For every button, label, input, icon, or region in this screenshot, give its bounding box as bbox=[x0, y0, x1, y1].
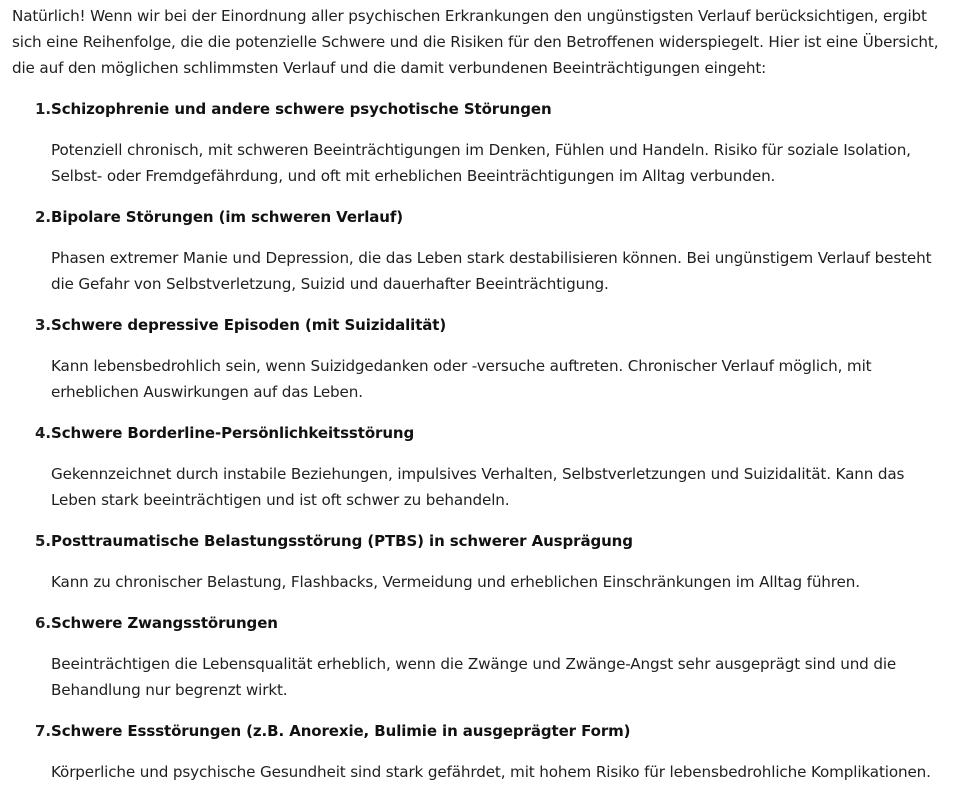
list-item-heading bbox=[35, 312, 951, 338]
list-item-title: Schwere Essstörungen (z.B. Anorexie, Bulimie in ausgeprägter Form) bbox=[51, 722, 631, 740]
list-item-description: Körperliche und psychische Gesundheit sind stark gefährdet, mit hohem Risiko für lebensbedrohliche Komplikationen. bbox=[51, 763, 931, 781]
list-item bbox=[12, 204, 951, 297]
list-item-number: 1. bbox=[35, 100, 52, 118]
list-item-description: Kann lebensbedrohlich sein, wenn Suizidgedanken oder -versuche auftreten. Chronischer Verlauf möglich, mit erheblichen Auswirkungen auf das Leben. bbox=[51, 357, 872, 401]
list-item-description: Kann zu chronischer Belastung, Flashbacks, Vermeidung und erheblichen Einschränkungen im Alltag führen. bbox=[51, 573, 860, 591]
list-item-title: Schizophrenie und andere schwere psychotische Störungen bbox=[51, 100, 552, 118]
list-item-title: Schwere depressive Episoden (mit Suizidalität) bbox=[51, 316, 447, 334]
list-item bbox=[12, 528, 951, 595]
list-item-title: Schwere Borderline-Persönlichkeitsstörung bbox=[51, 424, 415, 442]
intro-paragraph: Natürlich! Wenn wir bei der Einordnung aller psychischen Erkrankungen den ungünstigsten Verlauf berücksichtigen, ergibt sich eine Reihenfolge, die die potenzielle Schwere und die Risiken für den Betroffenen widerspiegelt. Hier ist eine Übersicht, die auf den möglichen schlimmsten Verlauf und die damit verbundenen Beeinträchtigungen eingeht: bbox=[12, 7, 939, 77]
list-item-heading bbox=[35, 610, 951, 636]
list-item-number: 5. bbox=[35, 532, 52, 550]
list-item-heading bbox=[35, 204, 951, 230]
list-item-heading bbox=[35, 718, 951, 744]
list-item-number: 7. bbox=[35, 722, 52, 740]
list-item bbox=[12, 420, 951, 513]
list-item bbox=[12, 312, 951, 405]
list-item bbox=[12, 96, 951, 189]
list-item-number: 6. bbox=[35, 614, 52, 632]
list-item-number: 4. bbox=[35, 424, 52, 442]
list-item-title: Schwere Zwangsstörungen bbox=[51, 614, 278, 632]
list-item-heading bbox=[35, 420, 951, 446]
list-item-title: Bipolare Störungen (im schweren Verlauf) bbox=[51, 208, 404, 226]
list-item-description: Phasen extremer Manie und Depression, die das Leben stark destabilisieren können. Bei ungünstigem Verlauf besteht die Gefahr von Selbstverletzung, Suizid und dauerhafter Beeinträchtigung. bbox=[51, 249, 932, 293]
list-item bbox=[12, 718, 951, 785]
list-item-title: Posttraumatische Belastungsstörung (PTBS) in schwerer Ausprägung bbox=[51, 532, 633, 550]
list-item-description: Gekennzeichnet durch instabile Beziehungen, impulsives Verhalten, Selbstverletzungen und Suizidalität. Kann das Leben stark beeinträchtigen und ist oft schwer zu behandeln. bbox=[51, 465, 905, 509]
list-item-heading bbox=[35, 528, 951, 554]
list-item-number: 2. bbox=[35, 208, 52, 226]
list-item-description: Beeinträchtigen die Lebensqualität erheblich, wenn die Zwänge und Zwänge-Angst sehr ausgeprägt sind und die Behandlung nur begrenzt wirkt. bbox=[51, 655, 897, 699]
ranked-list bbox=[12, 96, 951, 785]
list-item-heading bbox=[35, 96, 951, 122]
list-item-description: Potenziell chronisch, mit schweren Beeinträchtigungen im Denken, Fühlen und Handeln. Risiko für soziale Isolation, Selbst- oder Fremdgefährdung, und oft mit erheblichen Beeinträchtigungen im Alltag verbunden. bbox=[51, 141, 911, 185]
list-item bbox=[12, 610, 951, 703]
list-item-number: 3. bbox=[35, 316, 52, 334]
